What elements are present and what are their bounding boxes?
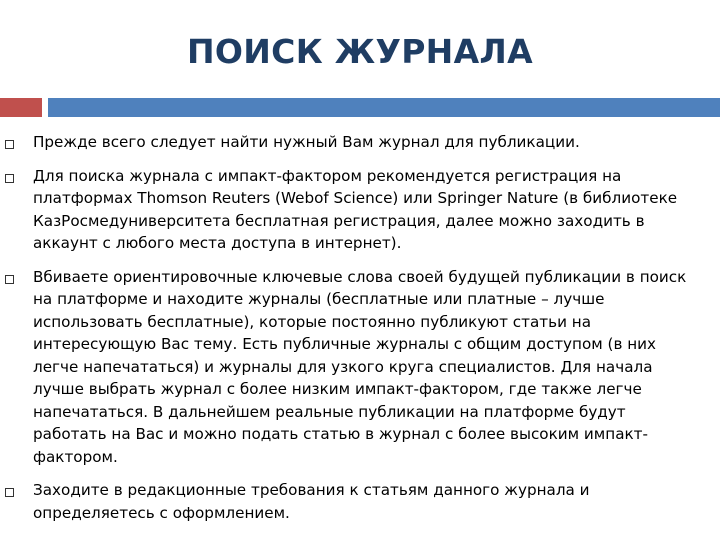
- title-rule-red-segment: [0, 98, 42, 117]
- bullet-item: [0, 266, 720, 469]
- title-rule-blue-segment: [48, 98, 720, 117]
- square-bullet-icon: [5, 174, 14, 183]
- slide-title: ПОИСК ЖУРНАЛА: [186, 32, 533, 71]
- bullet-list: [0, 131, 720, 524]
- square-bullet-icon: [5, 140, 14, 149]
- square-bullet-icon: [5, 488, 14, 497]
- square-bullet-icon: [5, 275, 14, 284]
- bullet-text: Прежде всего следует найти нужный Вам журнал для публикации.: [33, 133, 580, 151]
- bullet-item: [0, 479, 720, 524]
- bullet-text: Вбиваете ориентировочные ключевые слова своей будущей публикации в поиск на платформе и находите журналы (бесплатные или платные – лучше использовать бесплатные), которые постоянно публикуют статьи на интересующую Вас тему. Есть публичные журналы с общим доступом (в них легче напечататься) и журналы для узкого круга специалистов. Для начала лучше выбрать журнал с более низким импакт-фактором, где также легче напечататься. В дальнейшем реальные публикации на платформе будут работать на Вас и можно подать статью в журнал с более высоким импакт-фактором.: [33, 267, 687, 466]
- slide-content: [0, 131, 720, 535]
- bullet-item: [0, 165, 720, 255]
- bullet-text: Для поиска журнала с импакт-фактором рекомендуется регистрация на платформах Thomson Reuters (Webof Science) или Springer Nature (в библиотеке КазРосмедуниверситета бесплатная регистрация, далее можно заходить в аккаунт с любого места доступа в интернет).: [33, 166, 678, 252]
- bullet-text: Заходите в редакционные требования к статьям данного журнала и определяетесь с оформлением.: [33, 481, 590, 522]
- bullet-item: [0, 131, 720, 154]
